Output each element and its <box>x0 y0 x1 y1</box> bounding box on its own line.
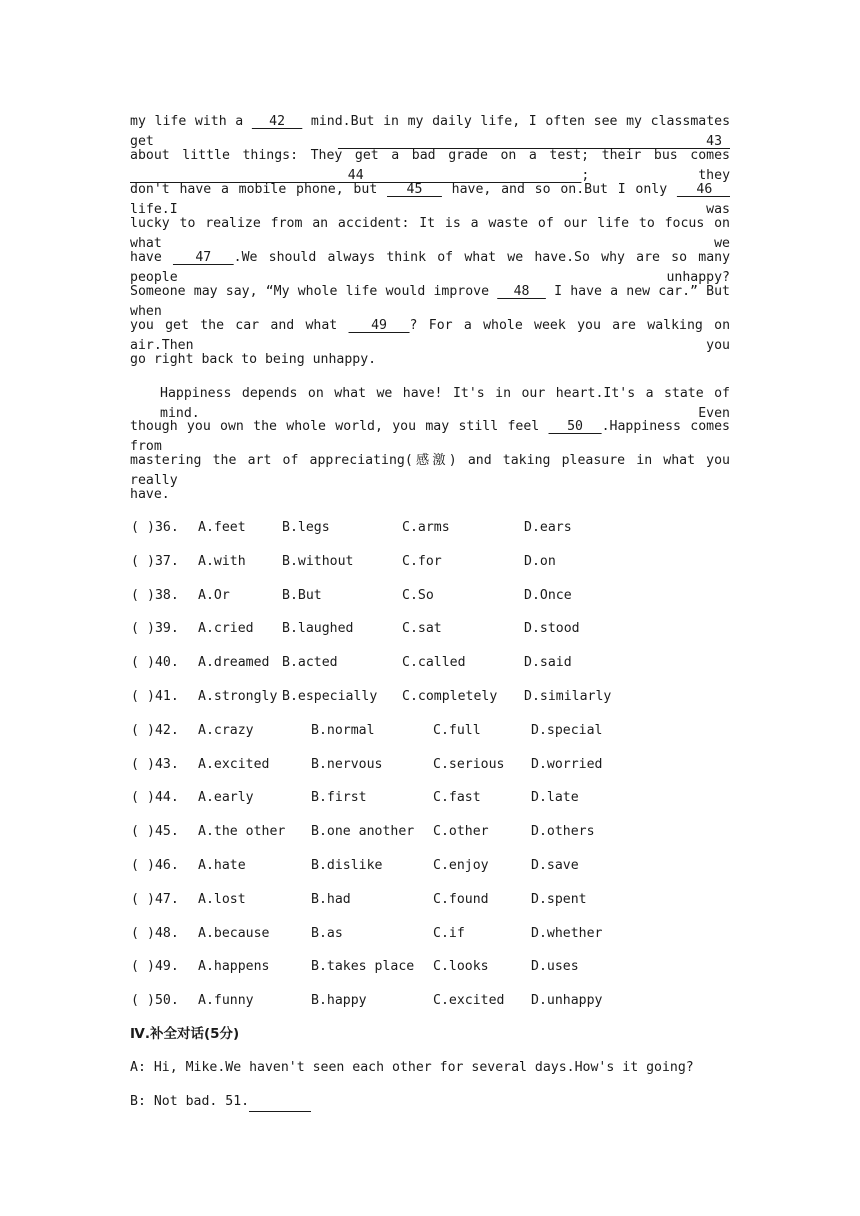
passage-text: Happiness depends on what we have! It's in our heart.It's a state of mind. Even <box>160 386 730 421</box>
answer-blank[interactable]: 44 <box>130 168 582 183</box>
question-number: )43. <box>147 756 179 772</box>
answer-bracket[interactable]: ( <box>131 587 139 603</box>
option-b[interactable]: B.especially <box>282 689 378 704</box>
passage-text: ? For a whole week you are walking on air.Then you <box>130 318 731 353</box>
passage-text: life.I was <box>130 202 730 217</box>
option-c[interactable]: C.completely <box>402 689 498 704</box>
option-a[interactable]: A.happens <box>198 959 270 975</box>
question-number: )46. <box>147 858 179 873</box>
option-d[interactable]: D.spent <box>531 891 587 907</box>
option-b[interactable]: B.acted <box>282 655 338 671</box>
option-c[interactable]: C.arms <box>402 520 450 535</box>
option-a[interactable]: A.with <box>198 553 246 569</box>
passage-text: have, and so on.But I only <box>441 182 677 197</box>
passage-text: have <box>130 250 173 265</box>
option-b[interactable]: B.first <box>311 790 367 806</box>
option-d[interactable]: D.special <box>531 722 603 738</box>
answer-bracket[interactable]: ( <box>131 891 139 907</box>
answer-blank[interactable]: 49 <box>348 318 410 333</box>
passage-line <box>130 350 730 370</box>
passage-text: my life with a <box>130 114 252 129</box>
option-a[interactable]: A.feet <box>198 520 246 535</box>
option-b[interactable]: B.takes place <box>311 959 415 975</box>
answer-bracket[interactable]: ( <box>131 520 139 535</box>
answer-bracket[interactable]: ( <box>131 722 139 738</box>
option-c[interactable]: C.full <box>433 722 481 738</box>
option-b[interactable]: B.had <box>311 891 351 907</box>
dialogue-line-b-text: B: Not bad. 51. <box>130 1094 250 1109</box>
option-c[interactable]: C.serious <box>433 756 505 772</box>
option-a[interactable]: A.early <box>198 790 254 806</box>
answer-bracket[interactable]: ( <box>131 824 139 840</box>
option-c[interactable]: C.sat <box>402 621 442 637</box>
option-a[interactable]: A.funny <box>198 993 254 1009</box>
question-number: )42. <box>147 722 179 738</box>
option-b[interactable]: B.normal <box>311 722 375 738</box>
answer-blank[interactable]: 46 <box>676 182 730 197</box>
answer-bracket[interactable]: ( <box>131 689 139 704</box>
answer-bracket[interactable]: ( <box>131 959 139 975</box>
passage-text: go right back to being unhappy. <box>130 352 377 367</box>
passage-text: mastering the art of appreciating(感激) and taking pleasure in what you really <box>130 453 730 488</box>
question-number: )49. <box>147 959 179 975</box>
question-number: )37. <box>147 553 179 569</box>
option-d[interactable]: D.whether <box>531 925 603 941</box>
answer-bracket[interactable]: ( <box>131 790 139 806</box>
option-b[interactable]: B.nervous <box>311 756 383 772</box>
option-a[interactable]: A.because <box>198 925 270 941</box>
question-number: )36. <box>147 520 179 535</box>
option-b[interactable]: B.happy <box>311 993 367 1009</box>
option-b[interactable]: B.But <box>282 587 322 603</box>
answer-blank[interactable]: 43 <box>337 134 730 149</box>
passage-text: ; they <box>581 168 731 183</box>
option-d[interactable]: D.stood <box>524 621 580 637</box>
answer-blank[interactable]: 50 <box>548 419 602 434</box>
option-d[interactable]: D.save <box>531 858 579 873</box>
option-c[interactable]: C.other <box>433 824 489 840</box>
option-a[interactable]: A.excited <box>198 756 270 772</box>
answer-bracket[interactable]: ( <box>131 993 139 1009</box>
passage-text: .We should always think of what we have.So why are so many people unhappy? <box>130 250 731 285</box>
passage-text: though you own the whole world, you may still feel <box>130 419 549 434</box>
option-b[interactable]: B.legs <box>282 520 330 535</box>
dialogue-line-a: A: Hi, Mike.We haven't seen each other for several days.How's it going? <box>130 1060 694 1075</box>
question-number: )40. <box>147 655 179 671</box>
option-a[interactable]: A.hate <box>198 858 246 873</box>
option-c[interactable]: C.if <box>433 925 465 941</box>
passage-text: .Happiness comes from <box>130 419 730 454</box>
answer-bracket[interactable]: ( <box>131 925 139 941</box>
option-d[interactable]: D.similarly <box>524 689 612 704</box>
passage-text: don't have a mobile phone, but <box>130 182 388 197</box>
passage-text: Someone may say, “My whole life would improve <box>130 284 498 299</box>
option-c[interactable]: C.excited <box>433 993 505 1009</box>
option-a[interactable]: A.the other <box>198 824 286 840</box>
option-d[interactable]: D.unhappy <box>531 993 603 1009</box>
option-d[interactable]: D.said <box>524 655 572 671</box>
passage-text: you get the car and what <box>130 318 349 333</box>
passage-text: have. <box>130 487 170 502</box>
question-number: )48. <box>147 925 179 941</box>
option-b[interactable]: B.dislike <box>311 858 383 873</box>
question-number: )41. <box>147 689 179 704</box>
option-d[interactable]: D.ears <box>524 520 572 535</box>
option-b[interactable]: B.laughed <box>282 621 354 637</box>
answer-bracket[interactable]: ( <box>131 858 139 873</box>
option-c[interactable]: C.found <box>433 891 489 907</box>
answer-blank-51[interactable] <box>249 1097 311 1112</box>
passage-text: lucky to realize from an accident: It is a waste of our life to focus on what we <box>130 216 730 251</box>
answer-bracket[interactable]: ( <box>131 553 139 569</box>
option-a[interactable]: A.cried <box>198 621 254 637</box>
question-number: )39. <box>147 621 179 637</box>
dialogue-line-b <box>130 1092 311 1112</box>
answer-blank[interactable]: 42 <box>251 114 303 129</box>
answer-blank[interactable]: 47 <box>172 250 234 265</box>
option-d[interactable]: D.others <box>531 824 595 840</box>
question-number: )38. <box>147 587 179 603</box>
option-a[interactable]: A.Or <box>198 587 230 603</box>
answer-bracket[interactable]: ( <box>131 621 139 637</box>
question-number: )47. <box>147 891 179 907</box>
passage-text: mind.But in my daily life, I often see my classmates get <box>130 114 731 149</box>
option-b[interactable]: B.as <box>311 925 343 941</box>
option-c[interactable]: C.So <box>402 587 434 603</box>
option-b[interactable]: B.without <box>282 553 354 569</box>
option-c[interactable]: C.for <box>402 553 442 569</box>
option-a[interactable]: A.strongly <box>198 689 278 704</box>
option-d[interactable]: D.on <box>524 553 556 569</box>
answer-blank[interactable]: 48 <box>497 284 546 299</box>
option-d[interactable]: D.late <box>531 790 579 806</box>
option-c[interactable]: C.looks <box>433 959 489 975</box>
question-number: )45. <box>147 824 179 840</box>
option-c[interactable]: C.fast <box>433 790 481 806</box>
passage-text: about little things: They get a bad grade on a test; their bus comes <box>130 148 730 163</box>
passage-line <box>130 485 730 505</box>
question-number: )44. <box>147 790 179 806</box>
option-a[interactable]: A.crazy <box>198 722 254 738</box>
question-number: )50. <box>147 993 179 1009</box>
option-a[interactable]: A.lost <box>198 891 246 907</box>
option-d[interactable]: D.Once <box>524 587 572 603</box>
option-d[interactable]: D.worried <box>531 756 603 772</box>
option-c[interactable]: C.called <box>402 655 466 671</box>
option-b[interactable]: B.one another <box>311 824 415 840</box>
section-title: Ⅳ.补全对话(5分) <box>130 1026 240 1042</box>
passage-text: I have a new car.” But when <box>130 284 730 319</box>
answer-bracket[interactable]: ( <box>131 655 139 671</box>
option-a[interactable]: A.dreamed <box>198 655 270 671</box>
answer-bracket[interactable]: ( <box>131 756 139 772</box>
option-c[interactable]: C.enjoy <box>433 858 489 873</box>
answer-blank[interactable]: 45 <box>387 182 442 197</box>
option-d[interactable]: D.uses <box>531 959 579 975</box>
